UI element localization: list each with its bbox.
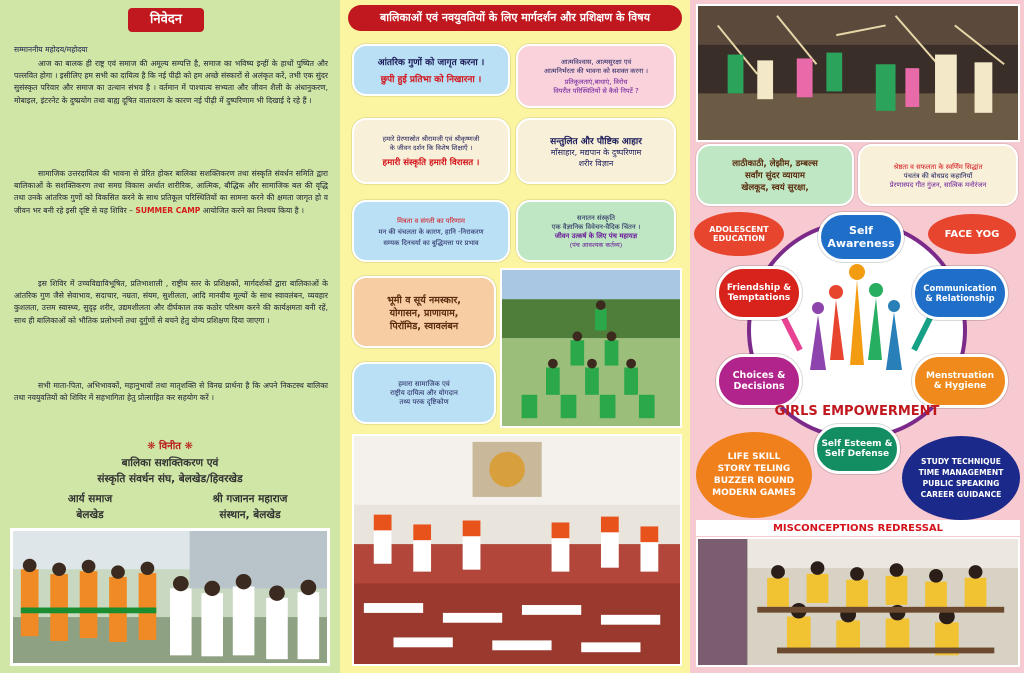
middle-panel	[340, 0, 690, 673]
self-esteem-line-1: Self Esteem &	[821, 439, 893, 449]
topic-inner-qualities	[352, 44, 510, 96]
topic-culture-heritage	[352, 118, 510, 184]
self-awareness-line-2: Awareness	[827, 237, 895, 250]
friendship-circle	[716, 266, 802, 320]
study-line-1: STUDY TECHNIQUE	[921, 457, 1001, 466]
paragraph-4: सभी माता-पिता, अभिभावकों, महानुभावों तथा मातृशक्ति से विनम्र प्रार्थना है कि अपने निकटस्थ बालिका तथा नवयुवतियों को शिविर में सहभागिता हेतु प्रोत्साहित कर सहयोग करें ।	[14, 381, 328, 403]
self-esteem-circle	[814, 424, 900, 474]
topic-success-principles	[858, 144, 1018, 206]
topic-friendship-line-3: सम्यक दिनचर्या का बुद्धिमत्ता पर प्रभाव	[383, 238, 479, 247]
topic-nutrition-line-2: माँसाहार, मद्यपान के दुष्परिणाम	[550, 147, 642, 157]
misconceptions-heading: MISCONCEPTIONS REDRESSAL	[696, 520, 1020, 536]
topic-inner-qualities-line-1: आंतरिक गुणों को जागृत करना ।	[377, 58, 485, 68]
org-line-1: बालिका सशक्तिकरण एवं	[121, 457, 219, 469]
communication-line-1: Communication	[923, 283, 997, 293]
group-yoga-photo	[352, 434, 682, 666]
topic-physical-line-3: खेलकूद, स्वयं सुरक्षा,	[741, 183, 809, 193]
topic-social-line-1: हमारा सामाजिक एवं	[398, 379, 450, 388]
topics-title: बालिकाओं एवं नवयुवतियों के लिए मार्गदर्शन और प्रशिक्षण के विषय	[348, 5, 682, 31]
paragraph-2	[14, 168, 328, 217]
signatory-right-line-2: संस्थान, बेलखेड	[219, 509, 281, 521]
paragraph-2-end: आयोजित करने का निश्चय किया है ।	[202, 205, 304, 215]
life-skill-line-2: STORY TELING	[717, 464, 791, 474]
topic-yoga-line-2: योगासन, प्राणायाम,	[389, 307, 459, 319]
topic-self-confidence-line-1: आत्मविश्वास, आत्मसुरक्षा एवं	[560, 58, 632, 66]
topic-sanatan-line-1: सनातन संस्कृति	[576, 214, 616, 222]
right-panel	[690, 0, 1024, 673]
topic-nutrition	[516, 118, 676, 184]
topic-friendship-line-1: मित्रता व संगती का परिणाम	[397, 216, 465, 225]
topic-sanatan-culture	[516, 200, 676, 262]
topic-sanatan-line-2: एक वैज्ञानिक विवेचन-वैदिक चिंतन ।	[551, 223, 641, 231]
classroom-photo	[696, 537, 1020, 667]
girls-empowerment-heading: GIRLS EMPOWERMENT	[774, 403, 940, 419]
paragraph-3: इस शिविर में उच्चविद्याविभूषित, प्रतिभाशाली , राष्ट्रीय स्तर के प्रशिक्षकों, मार्गदर्शकों द्वारा बालिकाओं के आंतरिक गुण जैसे सेवाभाव, सदाचार, नम्रता, संयम, सुशीलता, आदि मानवीय मूल्यों के साथ स्वावलंबन, व्यवहार कुशलता, उत्तम स्वास्थ्य, सुदृढ़ शरीर, उद्यमशीलता और दीर्घकाल तक कठोर परिश्रम करने की कार्यक्षमता बनी रहें, साथ ही बालिकाओं को भौतिक प्रलोभनों तथा दुर्गुणों से बचने हेतु योग्य प्रशिक्षण दिया जाएगा ।	[14, 279, 328, 325]
choices-line-1: Choices &	[732, 370, 786, 381]
study-technique-burst	[902, 436, 1020, 520]
menstruation-line-1: Menstruation	[925, 371, 995, 381]
nivedan-title: निवेदन	[128, 8, 204, 32]
signatory-left-line-1: आर्य समाज	[67, 493, 113, 505]
self-esteem-line-2: Self Defense	[824, 449, 890, 459]
communication-line-2: & Relationship	[925, 293, 995, 303]
face-yog-tag: FACE YOG	[928, 214, 1016, 254]
topic-physical-training	[696, 144, 854, 206]
left-panel	[0, 0, 340, 673]
topic-friendship-line-2: मन की चंचलता के कारण, हानि -निराकरण	[378, 227, 484, 236]
salutation: सम्माननीय महोदय/महोदया	[14, 45, 88, 54]
topic-friendship	[352, 200, 510, 262]
vinit-label: ❋ विनीत ❋	[147, 441, 193, 452]
communication-circle	[912, 266, 1008, 320]
topic-yoga-line-3: पिरॉमिड, स्वावलंबन	[389, 320, 459, 332]
study-line-2: TIME MANAGEMENT	[918, 468, 1004, 477]
topic-culture-heritage-line-3: हमारी संस्कृति हमारी विरासत ।	[382, 158, 480, 168]
life-skill-line-4: MODERN GAMES	[712, 488, 796, 498]
topic-inner-qualities-line-2: छुपी हुई प्रतिभा को निखारना ।	[380, 75, 482, 85]
life-skill-burst	[696, 432, 812, 518]
topic-culture-heritage-line-1: हमारे प्रेरणास्रोत श्रीरामजी एवं श्रीकृष्णजी	[382, 135, 480, 143]
topic-self-confidence-line-3: प्रतिकूलताएं,बाधाएं, विरोध	[564, 78, 628, 86]
topic-nutrition-line-1: सन्तुलित और पौष्टिक आहार	[550, 136, 642, 147]
adolescent-line-1: ADOLESCENT	[709, 225, 769, 234]
girls-rally-photo	[10, 528, 330, 666]
topic-sanatan-line-3: जीवन उत्कर्ष के लिए पंच महायज्ञ	[554, 232, 638, 240]
topic-yoga	[352, 276, 496, 348]
topic-yoga-line-1: भूमी व सूर्य नमस्कार,	[387, 294, 461, 306]
life-skill-line-1: LIFE SKILL	[727, 452, 781, 462]
org-line-2: संस्कृति संवर्धन संघ, बेलखेड/हिवरखेड	[97, 473, 243, 485]
paragraph-2-text: सामाजिक उत्तरदायित्व की भावना से प्रेरित होकर बालिका सशक्तिकरण तथा संस्कृति संवर्धन समिति द्वारा बालिकाओं के सशक्तिकरण तथा समग्र विकास अर्थात शारीरिक, आत्मिक, बौद्धिक और सामाजिक बल की वृद्धि तथा उनके आंतरिक गुणों को विकसित करने के साथ प्रतिकूल परिस्थितियों का सामना करने की क्षमता जागृत हो व जीवन भर बनी रहे इसी दृष्टि से यह शिविर –	[14, 169, 328, 215]
friendship-line-1: Friendship &	[726, 283, 792, 293]
topic-success-line-1: श्रेष्ठता व सफलता के स्वर्णिम सिद्धांत	[893, 162, 983, 171]
topic-self-confidence-line-4: विपरीत परिस्थितियों से कैसे निपटें ?	[553, 87, 639, 95]
lathi-training-photo	[696, 4, 1020, 142]
topic-success-line-2: पंचतंत्र की बोधप्रद कहानियाँ	[903, 171, 973, 180]
topic-sanatan-line-4: (पंच आवश्यक कर्तव्य)	[569, 241, 623, 249]
topic-physical-line-2: सर्वांग सुंदर व्यायाम	[744, 171, 806, 181]
signatory-left-line-2: बेलखेड	[76, 509, 104, 521]
choices-line-2: Decisions	[733, 381, 785, 392]
study-line-3: PUBLIC SPEAKING	[922, 479, 1000, 488]
study-line-4: CAREER GUIDANCE	[920, 490, 1002, 499]
topic-success-line-3: प्रेरणास्पद गीत गुंजन, सात्विक मनोरंजन	[889, 180, 987, 189]
topic-social-responsibility	[352, 362, 496, 424]
topic-physical-line-1: लाठीकाठी, लेझीम, डम्बल्स	[732, 159, 818, 169]
topic-self-confidence-line-2: आत्मनिर्भरता की भावना को सशक्त करना ।	[543, 67, 649, 75]
topic-social-line-2: राष्ट्रीय दायित्व और योगदान	[390, 388, 458, 397]
topic-social-line-3: तथ्य परक दृष्टिकोण	[399, 397, 449, 406]
life-skill-line-3: BUZZER ROUND	[713, 476, 795, 486]
menstruation-line-2: & Hygiene	[933, 381, 987, 391]
signatory-right-line-1: श्री गजानन महाराज	[212, 493, 288, 505]
paragraph-1: आज का बालक ही राष्ट्र एवं समाज की अमूल्य सम्पत्ति है, समाज का भविष्य इन्हीं के हाथों पुष्पित और पल्लवित होगा । इसीलिए हम सभी का दायित्व है कि नई पीढ़ी को हम अच्छे संस्कारों से अलंकृत करें, तभी एक सुंदर सुसंस्कृत परिवार और समाज का उत्थान संभव है । वर्तमान में पाश्चात्य सभ्यता और जीवन शैली के अंधानुकरण, मोबाइल, इंटरनेट के दुष्प्रयोग तथा बाह्य दूषित वातावरण के कारण नई पीढ़ी में दुष्परिणाम भी दिखाई दे रहे हैं ।	[14, 59, 328, 105]
self-awareness-line-1: Self	[849, 224, 873, 237]
friendship-line-2: Temptations	[727, 293, 791, 303]
adolescent-line-2: EDUCATION	[713, 234, 765, 243]
summer-camp-text: SUMMER CAMP	[135, 205, 201, 215]
topic-self-confidence	[516, 44, 676, 108]
self-awareness-circle	[818, 212, 904, 262]
topic-nutrition-line-3: शरीर विज्ञान	[578, 158, 614, 168]
topic-culture-heritage-line-2: के जीवन दर्शन कि विशेष शिक्षाएँ ।	[389, 144, 473, 152]
pyramid-photo	[500, 268, 682, 428]
